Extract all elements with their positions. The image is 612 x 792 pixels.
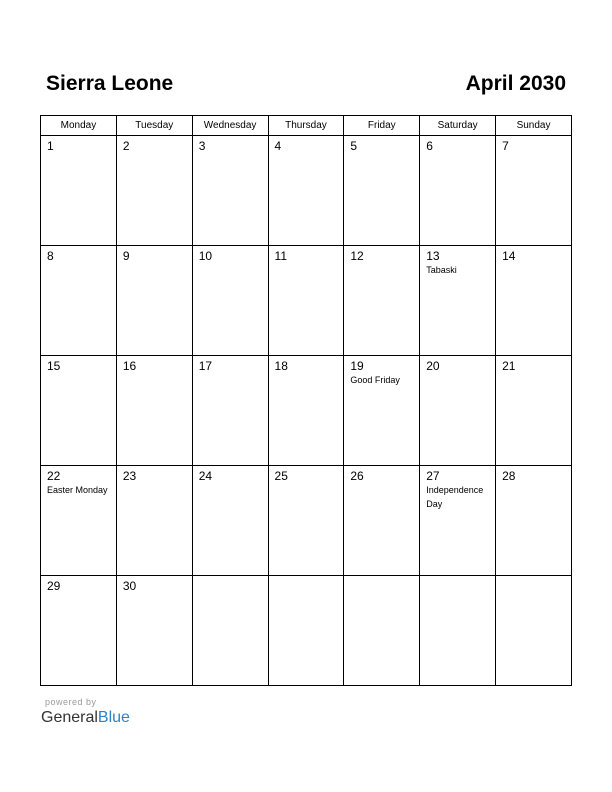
logo-text-general: General xyxy=(41,709,98,726)
day-number: 18 xyxy=(274,359,288,373)
weekday-header-tuesday: Tuesday xyxy=(116,116,192,136)
calendar-day-cell xyxy=(41,466,117,576)
day-number: 19 xyxy=(350,359,364,373)
calendar-week-row xyxy=(41,576,572,686)
weekday-header-thursday: Thursday xyxy=(268,116,344,136)
calendar-day-cell xyxy=(420,576,496,686)
day-number: 23 xyxy=(122,469,137,483)
calendar-day-cell xyxy=(344,136,420,246)
weekday-header-friday: Friday xyxy=(344,116,420,136)
day-number: 12 xyxy=(350,249,364,263)
calendar-day-cell xyxy=(268,576,344,686)
calendar-day-cell xyxy=(192,576,268,686)
calendar-day-cell xyxy=(420,136,496,246)
powered-by-label: powered by xyxy=(45,697,97,707)
day-number: 10 xyxy=(198,249,213,263)
calendar-day-cell xyxy=(496,576,572,686)
weekday-header-sunday: Sunday xyxy=(496,116,572,136)
day-number: 11 xyxy=(274,249,287,263)
calendar-day-cell xyxy=(420,356,496,466)
calendar-day-cell xyxy=(344,356,420,466)
day-number: 15 xyxy=(47,359,61,373)
day-number: 26 xyxy=(350,469,364,483)
day-number: 3 xyxy=(198,139,206,153)
calendar-day-cell xyxy=(41,356,117,466)
holiday-label: Tabaski xyxy=(426,265,457,275)
day-number: 9 xyxy=(122,249,130,263)
day-number: 24 xyxy=(198,469,213,483)
day-number: 29 xyxy=(47,579,61,593)
day-number: 6 xyxy=(426,139,433,153)
weekday-header-wednesday: Wednesday xyxy=(192,116,268,136)
day-number: 21 xyxy=(502,359,516,373)
calendar-body xyxy=(41,136,572,686)
calendar-day-cell xyxy=(116,136,192,246)
calendar-day-cell xyxy=(344,246,420,356)
day-number: 4 xyxy=(274,139,282,153)
holiday-label: Independence Day xyxy=(426,485,484,509)
country-title: Sierra Leone xyxy=(46,72,174,95)
day-number: 17 xyxy=(198,359,213,373)
day-number: 30 xyxy=(122,579,137,593)
calendar-day-cell xyxy=(268,136,344,246)
calendar-day-cell xyxy=(496,136,572,246)
calendar-week-row xyxy=(41,136,572,246)
holiday-label: Easter Monday xyxy=(47,485,108,495)
calendar-day-cell xyxy=(344,466,420,576)
holiday-label: Good Friday xyxy=(350,375,400,385)
calendar-day-cell xyxy=(116,246,192,356)
weekday-header-saturday: Saturday xyxy=(420,116,496,136)
day-number: 25 xyxy=(274,469,288,483)
weekday-header-monday: Monday xyxy=(41,116,117,136)
calendar-week-row xyxy=(41,466,572,576)
calendar-day-cell xyxy=(496,466,572,576)
calendar-week-row xyxy=(41,356,572,466)
calendar-day-cell xyxy=(496,356,572,466)
calendar-day-cell xyxy=(192,356,268,466)
calendar-day-cell xyxy=(268,356,344,466)
day-number: 16 xyxy=(122,359,137,373)
calendar-day-cell xyxy=(192,466,268,576)
calendar-day-cell xyxy=(192,246,268,356)
day-number: 14 xyxy=(502,249,516,263)
calendar-day-cell xyxy=(192,136,268,246)
calendar-day-cell xyxy=(41,576,117,686)
day-number: 7 xyxy=(502,139,509,153)
calendar-day-cell xyxy=(496,246,572,356)
calendar-day-cell xyxy=(41,246,117,356)
day-number: 13 xyxy=(426,249,440,263)
calendar-day-cell xyxy=(116,576,192,686)
calendar-day-cell xyxy=(116,356,192,466)
weekday-header-row xyxy=(41,116,572,136)
calendar-day-cell xyxy=(41,136,117,246)
month-title: April 2030 xyxy=(465,72,566,95)
calendar-day-cell xyxy=(344,576,420,686)
day-number: 27 xyxy=(426,469,440,483)
calendar-day-cell xyxy=(116,466,192,576)
calendar-day-cell xyxy=(420,466,496,576)
calendar-day-cell xyxy=(268,466,344,576)
day-number: 22 xyxy=(47,469,61,483)
calendar-day-cell xyxy=(420,246,496,356)
logo-text-blue: Blue xyxy=(97,709,130,726)
generalblue-logo xyxy=(41,708,130,728)
day-number: 5 xyxy=(350,139,358,153)
calendar-week-row xyxy=(41,246,572,356)
calendar-day-cell xyxy=(268,246,344,356)
day-number: 2 xyxy=(122,139,130,153)
day-number: 20 xyxy=(426,359,440,373)
day-number: 28 xyxy=(502,469,516,483)
day-number: 8 xyxy=(47,249,54,263)
calendar-grid xyxy=(40,115,572,686)
day-number: 1 xyxy=(47,139,54,153)
